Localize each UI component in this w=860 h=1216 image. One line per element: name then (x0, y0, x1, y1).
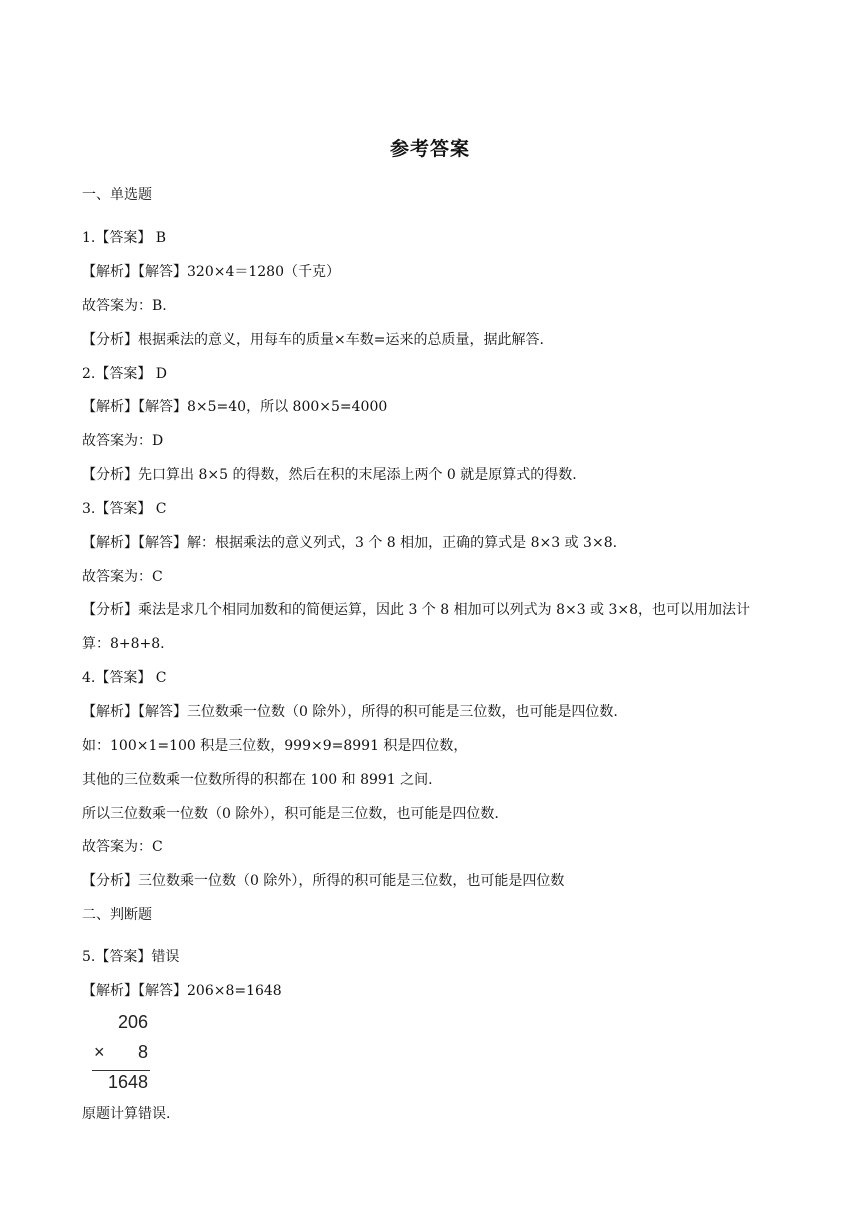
analysis-1: 【分析】根据乘法的意义，用每车的质量×车数=运来的总质量，据此解答. (82, 332, 544, 348)
vertical-multiplication (92, 1012, 152, 1096)
multiplier: 8 (137, 1042, 148, 1062)
section-heading-single-choice: 一、单选题 (82, 187, 152, 203)
calc-divider-line (92, 1070, 150, 1071)
range-note-4: 其他的三位数乘一位数所得的积都在 100 和 8991 之间. (82, 772, 433, 788)
multiply-sign: × (94, 1042, 105, 1062)
conclusion-3: 故答案为：C (82, 569, 163, 585)
answer-3: 3.【答案】 C (82, 501, 167, 517)
explanation-5: 【解析】【解答】206×8=1648 (82, 983, 282, 999)
answer-2: 2.【答案】 D (82, 366, 168, 382)
conclusion-4: 故答案为：C (82, 839, 163, 855)
summary-4: 所以三位数乘一位数（0 除外），积可能是三位数，也可能是四位数. (82, 806, 499, 822)
answer-1: 1.【答案】 B (82, 230, 167, 246)
analysis-3-continued: 算：8+8+8. (82, 636, 165, 652)
example-4: 如：100×1=100 积是三位数，999×9=8991 积是四位数， (82, 738, 468, 754)
conclusion-1: 故答案为：B. (82, 298, 167, 314)
conclusion-2: 故答案为：D (82, 433, 164, 449)
analysis-2: 【分析】先口算出 8×5 的得数，然后在积的末尾添上两个 0 就是原算式的得数. (82, 467, 577, 483)
explanation-3: 【解析】【解答】解：根据乘法的意义列式，3 个 8 相加，正确的算式是 8×3 或 3×8. (82, 535, 618, 551)
conclusion-5: 原题计算错误. (82, 1106, 171, 1122)
multiplicand: 206 (117, 1012, 148, 1032)
explanation-1: 【解析】【解答】320×4＝1280（千克） (82, 264, 340, 280)
section-heading-true-false: 二、判断题 (82, 907, 152, 923)
explanation-2: 【解析】【解答】8×5=40，所以 800×5=4000 (82, 399, 388, 415)
explanation-4: 【解析】【解答】三位数乘一位数（0 除外），所得的积可能是三位数，也可能是四位数. (82, 704, 618, 720)
page-title: 参考答案 (389, 138, 470, 160)
analysis-3: 【分析】乘法是求几个相同加数和的简便运算，因此 3 个 8 相加可以列式为 8×3 或 3×8，也可以用加法计 (82, 602, 751, 618)
answer-5: 5.【答案】错误 (82, 949, 180, 965)
product: 1648 (107, 1072, 148, 1092)
answer-4: 4.【答案】 C (82, 670, 167, 686)
analysis-4: 【分析】三位数乘一位数（0 除外），所得的积可能是三位数，也可能是四位数 (82, 873, 565, 889)
